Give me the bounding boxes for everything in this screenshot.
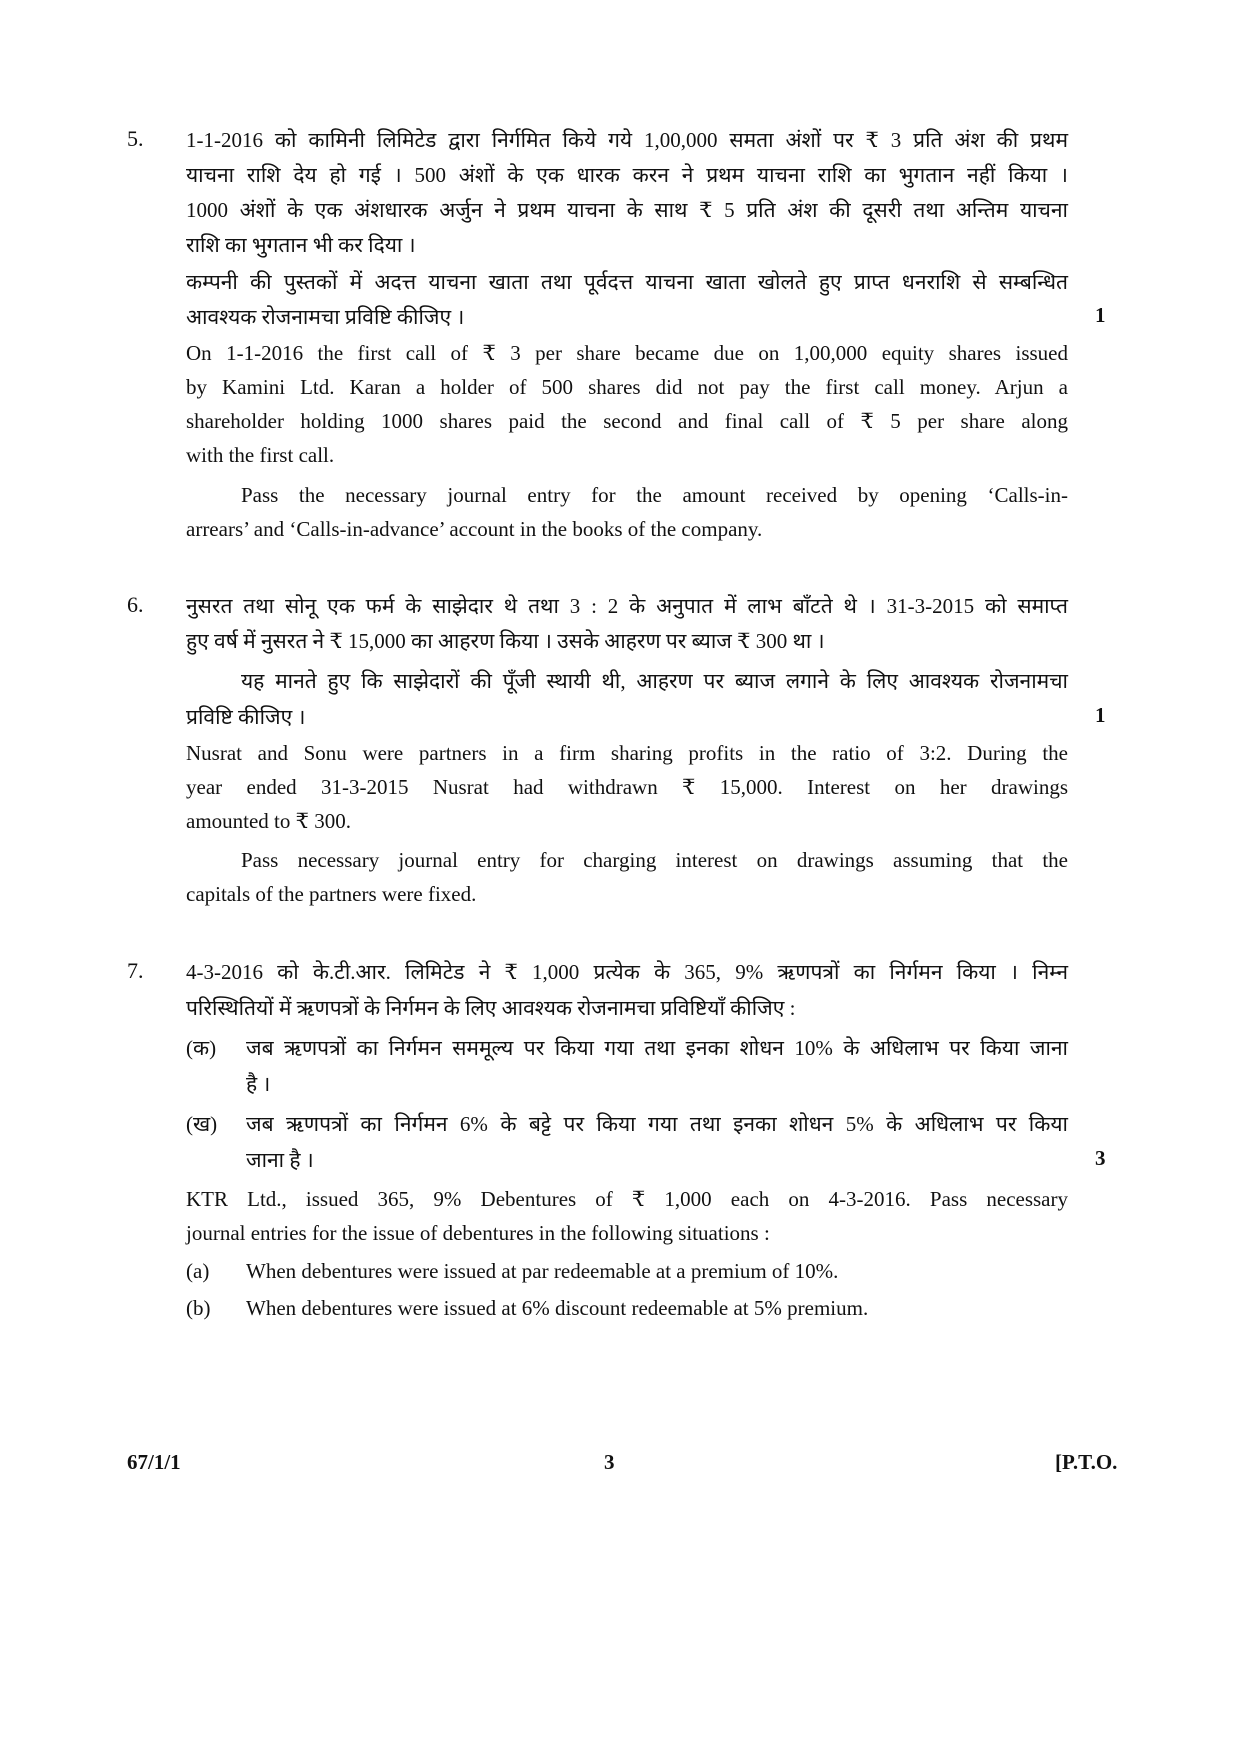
question-number: 5. xyxy=(127,126,144,151)
english-text-line: capitals of the partners were fixed. xyxy=(186,882,477,906)
hindi-text-line: परिस्थितियों में ऋणपत्रों के निर्गमन के लिए आवश्यक रोजनामचा प्रविष्टियाँ कीजिए : xyxy=(186,996,796,1020)
sub-part-text: जब ऋणपत्रों का निर्गमन सममूल्य पर किया गया तथा इनका शोधन 10% के अधिलाभ पर किया जाना xyxy=(246,1036,1068,1060)
english-text-line: year ended 31-3-2015 Nusrat had withdrawn ₹ 15,000. Interest on her drawings xyxy=(186,775,1068,799)
hindi-text-line: हुए वर्ष में नुसरत ने ₹ 15,000 का आहरण किया । उसके आहरण पर ब्याज ₹ 300 था । xyxy=(186,629,825,653)
hindi-text-line: कम्पनी की पुस्तकों में अदत्त याचना खाता तथा पूर्वदत्त याचना खाता खोलते हुए प्राप्त धनराशि से सम्बन्धित xyxy=(186,270,1068,294)
english-text-line: Pass the necessary journal entry for the amount received by opening ‘Calls-in- xyxy=(241,483,1068,507)
page-number: 3 xyxy=(604,1450,615,1474)
english-text-line: by Kamini Ltd. Karan a holder of 500 shares did not pay the first call money. Arjun a xyxy=(186,375,1068,399)
question-number: 6. xyxy=(127,592,144,617)
sub-part-label: (क) xyxy=(186,1036,217,1060)
paper-code: 67/1/1 xyxy=(127,1450,181,1474)
marks: 1 xyxy=(1095,303,1106,327)
pto-marker: [P.T.O. xyxy=(1055,1450,1118,1474)
sub-part-text: जब ऋणपत्रों का निर्गमन 6% के बट्टे पर किया गया तथा इनका शोधन 5% के अधिलाभ पर किया xyxy=(246,1112,1068,1136)
english-text-line: journal entries for the issue of debentures in the following situations : xyxy=(186,1221,770,1245)
hindi-text-line: याचना राशि देय हो गई । 500 अंशों के एक धारक करन ने प्रथम याचना राशि का भुगतान नहीं किया । xyxy=(186,163,1068,187)
hindi-text-line: प्रविष्टि कीजिए । xyxy=(186,705,306,729)
question-number: 7. xyxy=(127,958,144,983)
sub-part-text: जाना है । xyxy=(246,1148,314,1172)
hindi-text-line: यह मानते हुए कि साझेदारों की पूँजी स्थायी थी, आहरण पर ब्याज लगाने के लिए आवश्यक रोजनामचा xyxy=(241,669,1068,693)
english-text-line: KTR Ltd., issued 365, 9% Debentures of ₹ 1,000 each on 4-3-2016. Pass necessary xyxy=(186,1187,1068,1211)
hindi-text-line: 4-3-2016 को के.टी.आर. लिमिटेड ने ₹ 1,000 प्रत्येक के 365, 9% ऋणपत्रों का निर्गमन किया । निम्न xyxy=(186,960,1068,984)
hindi-text-line: नुसरत तथा सोनू एक फर्म के साझेदार थे तथा 3 : 2 के अनुपात में लाभ बाँटते थे । 31-3-2015 को समाप्त xyxy=(186,594,1068,618)
sub-part-label: (a) xyxy=(186,1259,210,1283)
english-text-line: arrears’ and ‘Calls-in-advance’ account in the books of the company. xyxy=(186,517,763,541)
sub-part-label: (b) xyxy=(186,1296,211,1320)
marks: 3 xyxy=(1095,1146,1106,1170)
english-text-line: with the first call. xyxy=(186,443,335,467)
sub-part-text: When debentures were issued at 6% discount redeemable at 5% premium. xyxy=(246,1296,869,1320)
english-text-line: On 1-1-2016 the first call of ₹ 3 per share became due on 1,00,000 equity shares issued xyxy=(186,341,1068,365)
sub-part-label: (ख) xyxy=(186,1112,218,1136)
hindi-text-line: राशि का भुगतान भी कर दिया । xyxy=(186,233,416,257)
english-text-line: shareholder holding 1000 shares paid the second and final call of ₹ 5 per share along xyxy=(186,409,1068,433)
english-text-line: Pass necessary journal entry for charging interest on drawings assuming that the xyxy=(241,848,1068,872)
sub-part-text: है । xyxy=(246,1072,271,1096)
english-text-line: Nusrat and Sonu were partners in a firm sharing profits in the ratio of 3:2. During the xyxy=(186,741,1068,765)
hindi-text-line: 1000 अंशों के एक अंशधारक अर्जुन ने प्रथम याचना के साथ ₹ 5 प्रति अंश की दूसरी तथा अन्तिम याचना xyxy=(186,198,1068,222)
marks: 1 xyxy=(1095,703,1106,727)
hindi-text-line: 1-1-2016 को कामिनी लिमिटेड द्वारा निर्गमित किये गये 1,00,000 समता अंशों पर ₹ 3 प्रति अंश की प्रथम xyxy=(186,128,1068,152)
hindi-text-line: आवश्यक रोजनामचा प्रविष्टि कीजिए । xyxy=(186,305,465,329)
english-text-line: amounted to ₹ 300. xyxy=(186,809,352,833)
sub-part-text: When debentures were issued at par redeemable at a premium of 10%. xyxy=(246,1259,839,1283)
